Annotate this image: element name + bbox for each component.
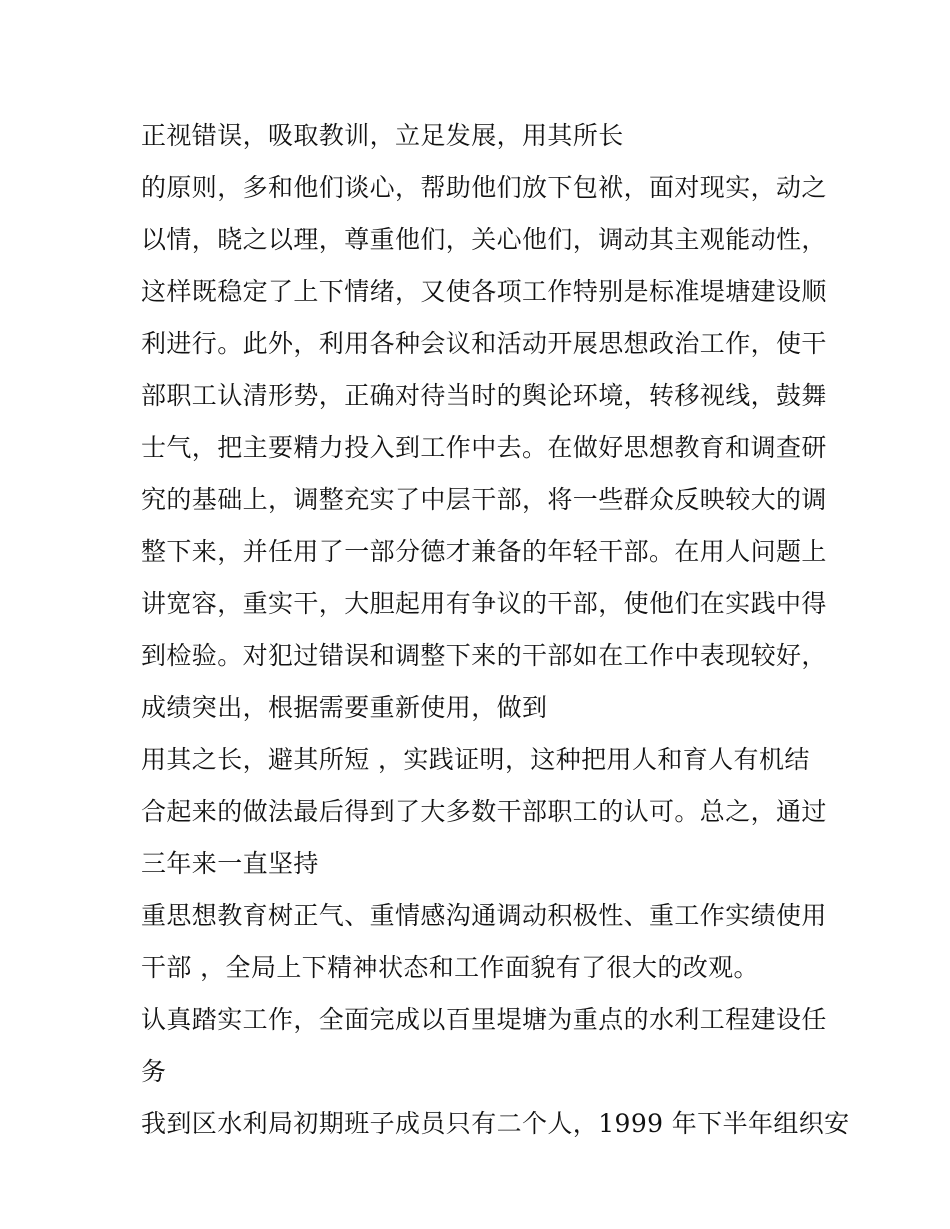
text-line-2: 的原则，多和他们谈心，帮助他们放下包袱，面对现实，动之 (141, 173, 827, 202)
text-line-5: 利进行。此外，利用各种会议和活动开展思想政治工作，使干 (141, 329, 827, 358)
text-line-11: 到检验。对犯过错误和调整下来的干部如在工作中表现较好， (141, 641, 827, 670)
text-line-7: 士气，把主要精力投入到工作中去。在做好思想教育和调查研 (141, 433, 827, 462)
text-line-20: 我到区水利局初期班子成员只有二个人，1999 年下半年组织安 (141, 1109, 850, 1138)
text-line-13: 用其之长，避其所短 ，实践证明，这种把用人和育人有机结 (141, 745, 810, 774)
text-line-12: 成绩突出，根据需要重新使用，做到 (141, 693, 548, 722)
section-heading-line-1: 认真踏实工作，全面完成以百里堤塘为重点的水利工程建设任 (141, 1005, 827, 1034)
text-line-16: 重思想教育树正气、重情感沟通调动积极性、重工作实绩使用 (141, 901, 827, 930)
text-line-15: 三年来一直坚持 (141, 849, 319, 878)
text-line-9: 整下来，并任用了一部分德才兼备的年轻干部。在用人问题上 (141, 537, 827, 566)
text-line-3: 以情，晓之以理，尊重他们，关心他们，调动其主观能动性， (141, 225, 827, 254)
section-heading-line-2: 务 (141, 1057, 167, 1086)
text-line-17: 干部 ，全局上下精神状态和工作面貌有了很大的改观。 (141, 953, 759, 982)
text-line-1: 正视错误，吸取教训，立足发展，用其所长 (141, 121, 624, 150)
text-line-6: 部职工认清形势，正确对待当时的舆论环境，转移视线，鼓舞 (141, 381, 827, 410)
text-line-14: 合起来的做法最后得到了大多数干部职工的认可。总之，通过 (141, 797, 827, 826)
body-text (141, 110, 850, 1150)
text-line-8: 究的基础上，调整充实了中层干部，将一些群众反映较大的调 (141, 485, 827, 514)
text-line-4: 这样既稳定了上下情绪，又使各项工作特别是标准堤塘建设顺 (141, 277, 827, 306)
text-line-10: 讲宽容，重实干，大胆起用有争议的干部，使他们在实践中得 (141, 589, 827, 618)
